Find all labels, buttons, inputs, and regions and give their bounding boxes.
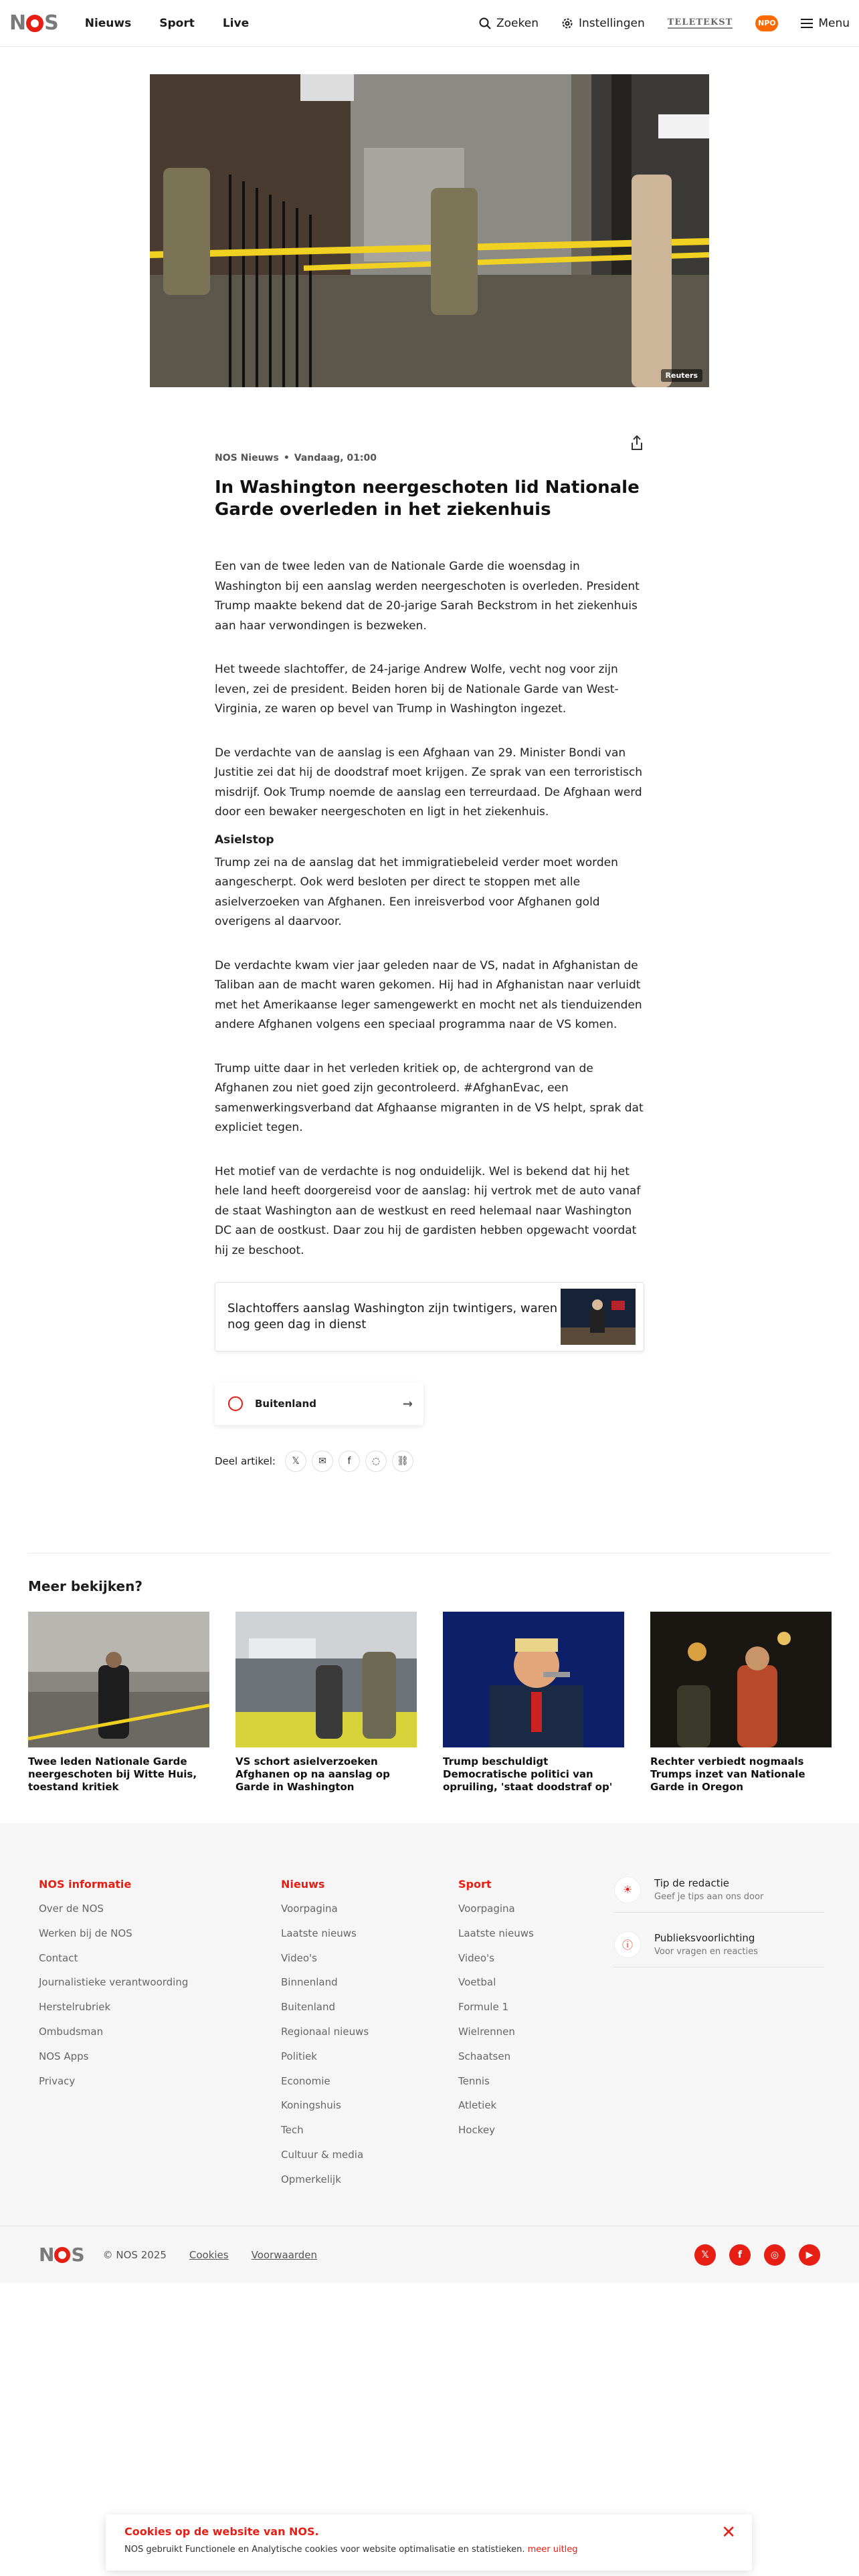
settings-button[interactable] bbox=[561, 17, 645, 30]
nav-nieuws[interactable]: Nieuws bbox=[84, 16, 132, 30]
article-body bbox=[215, 557, 644, 1261]
article-title: In Washington neergeschoten lid Nationale Garde overleden in het ziekenhuis bbox=[215, 477, 640, 520]
footer-link[interactable]: Opmerkelijk bbox=[281, 2173, 341, 2185]
cookie-more-link[interactable]: meer uitleg bbox=[527, 2545, 578, 2555]
instagram-icon[interactable]: ◎ bbox=[764, 2244, 785, 2266]
card-image bbox=[28, 1612, 209, 1747]
footer-link[interactable]: Video's bbox=[458, 1951, 494, 1964]
email-share-icon[interactable]: ✉ bbox=[312, 1451, 333, 1472]
globe-icon bbox=[228, 1396, 243, 1411]
cookie-text-row bbox=[124, 2545, 733, 2555]
search-icon bbox=[479, 17, 491, 29]
hamburger-icon bbox=[801, 19, 813, 28]
article bbox=[215, 435, 644, 1472]
footer-link[interactable]: Privacy bbox=[39, 2074, 76, 2087]
cookie-text: NOS gebruikt Functionele en Analytische cookies voor website optimalisatie en statistieken. bbox=[124, 2545, 525, 2555]
footer-link[interactable]: Werken bij de NOS bbox=[39, 1927, 132, 1939]
footer-link[interactable]: Hockey bbox=[458, 2124, 495, 2137]
footer-link[interactable]: Koningshuis bbox=[281, 2099, 341, 2112]
gear-icon bbox=[561, 17, 573, 29]
related-article-title: Slachtoffers aanslag Washington zijn twintigers, waren nog geen dag in dienst bbox=[227, 1301, 558, 1331]
paragraph: De verdachte van de aanslag is een Afghaan van 29. Minister Bondi van Justitie zei dat hij de doodstraf moet krijgen. Ze sprak van een terroristisch misdrijf. Ook Trump noemde de aanslag een terreurdaad. De Afghaan werd door een bewaker neergeschoten en ligt in het ziekenhuis. bbox=[215, 746, 642, 819]
share-icon[interactable] bbox=[630, 435, 644, 451]
card-title: VS schort asielverzoeken Afghanen op na aanslag op Garde in Washington bbox=[235, 1755, 390, 1793]
info-icon: ⓘ bbox=[614, 1931, 641, 1958]
footer-link[interactable]: Binnenland bbox=[281, 1976, 338, 1989]
site-header bbox=[0, 0, 859, 47]
menu-label: Menu bbox=[818, 16, 850, 30]
more-card[interactable] bbox=[650, 1612, 832, 1794]
related-article-image bbox=[561, 1289, 636, 1345]
footer-col-sport bbox=[458, 1878, 534, 2149]
footer-bottom bbox=[0, 2226, 859, 2283]
footer-link[interactable]: Economie bbox=[281, 2074, 330, 2087]
footer-col-nieuws bbox=[281, 1878, 369, 2198]
cookie-title: Cookies op de website van NOS. bbox=[124, 2525, 319, 2538]
card-title: Rechter verbiedt nogmaals Trumps inzet van Nationale Garde in Oregon bbox=[650, 1755, 805, 1793]
hero-image bbox=[150, 74, 709, 387]
card-title: Twee leden Nationale Garde neergeschoten bij Witte Huis, toestand kritiek bbox=[28, 1755, 197, 1793]
nav-sport[interactable]: Sport bbox=[159, 16, 195, 30]
card-title: Trump beschuldigt Democratische politici van opruiling, 'staat doodstraf op' bbox=[443, 1755, 613, 1793]
footer-link[interactable]: Formule 1 bbox=[458, 2001, 508, 2014]
photo-credit: Reuters bbox=[661, 369, 702, 382]
cookie-banner bbox=[106, 2514, 752, 2571]
share-row bbox=[215, 1451, 644, 1472]
footer-col-info bbox=[39, 1878, 188, 2099]
footer-link[interactable]: Wielrennen bbox=[458, 2025, 515, 2038]
paragraph: Het motief van de verdachte is nog onduidelijk. Wel is bekend dat hij het hele land heeft doorgereisd voor de aanslag: hij vertrok met de auto vanaf de staat Washington aan de westkust en reed helemaal naar Washington DC aan de oostkust. Daar zou hij de gardisten hebben opgewacht voordat hij ze beschoot. bbox=[215, 1164, 641, 1257]
close-icon[interactable]: ✕ bbox=[721, 2523, 736, 2543]
footer-link[interactable]: Voetbal bbox=[458, 1976, 496, 1989]
paragraph: Trump uitte daar in het verleden kritiek op, de achtergrond van de Afghanen zou niet goed zijn gecontroleerd. #AfghanEvac, een samenwerkingsverband dat Afghaanse migranten in de VS helpt, sprak dat expliciet tegen. bbox=[215, 1061, 644, 1134]
more-card[interactable] bbox=[443, 1612, 624, 1794]
footer-link[interactable]: Contact bbox=[39, 1951, 78, 1964]
footer-link[interactable]: Regionaal nieuws bbox=[281, 2025, 369, 2038]
footer bbox=[0, 1823, 859, 2283]
footer-link[interactable]: Over de NOS bbox=[39, 1903, 104, 1915]
publiek-sub: Voor vragen en reacties bbox=[654, 1947, 758, 1957]
cookies-link[interactable]: Cookies bbox=[189, 2248, 229, 2261]
tip-title: Tip de redactie bbox=[654, 1877, 729, 1889]
article-date: Vandaag, 01:00 bbox=[294, 453, 377, 463]
paragraph: Het tweede slachtoffer, de 24-jarige Andrew Wolfe, vecht nog voor zijn leven, zei de president. Beiden horen bij de Nationale Garde van West-Virginia, ze waren op bevel van Trump in Washington ingezet. bbox=[215, 663, 619, 716]
settings-label: Instellingen bbox=[578, 16, 645, 30]
search-button[interactable] bbox=[479, 17, 539, 30]
footer-link[interactable]: Cultuur & media bbox=[281, 2148, 364, 2161]
footer-link[interactable]: NOS Apps bbox=[39, 2050, 89, 2062]
tag-buitenland[interactable] bbox=[215, 1382, 423, 1425]
footer-link[interactable]: Schaatsen bbox=[458, 2050, 511, 2062]
x-icon[interactable]: 𝕏 bbox=[694, 2244, 716, 2266]
card-image bbox=[443, 1612, 624, 1747]
footer-link[interactable]: Voorpagina bbox=[281, 1903, 338, 1915]
more-cards bbox=[28, 1612, 832, 1794]
arrow-right-icon: → bbox=[402, 1396, 413, 1411]
paragraph: De verdachte kwam vier jaar geleden naar de VS, nadat in Afghanistan de Taliban aan de macht waren gekomen. Hij had in Afghanistan naar verluidt met het Amerikaanse leger samengewerkt en mocht net als tienduizenden andere Afghanen volgens een speciaal programma naar de VS komen. bbox=[215, 958, 642, 1031]
publieksvoorlichting-card[interactable] bbox=[614, 1922, 824, 1967]
paragraph: Trump zei na de aanslag dat het immigratiebeleid verder moet worden aangescherpt. Ook werd besloten per direct te stoppen met alle asielverzoeken van Afghanen. Een inreisverbod voor Afghanen gold overigens al daarvoor. bbox=[215, 855, 618, 928]
npo-logo[interactable]: NPO bbox=[755, 15, 778, 31]
footer-link[interactable]: Tech bbox=[281, 2124, 304, 2137]
whatsapp-share-icon[interactable]: ◌ bbox=[365, 1451, 387, 1472]
paragraph: Een van de twee leden van de Nationale Garde die woensdag in Washington bij een aanslag werden neergeschoten is overleden. President Trump maakte bekend dat de 20-jarige Sarah Beckstrom in het ziekenhuis aan haar verwondingen is bezweken. bbox=[215, 560, 640, 633]
menu-button[interactable] bbox=[801, 17, 850, 30]
footer-link[interactable]: Tennis bbox=[458, 2074, 490, 2087]
footer-link[interactable]: Laatste nieuws bbox=[458, 1927, 534, 1939]
terms-link[interactable]: Voorwaarden bbox=[251, 2248, 318, 2261]
related-article-card[interactable] bbox=[215, 1282, 644, 1352]
facebook-icon[interactable]: f bbox=[729, 2244, 751, 2266]
facebook-share-icon[interactable]: f bbox=[339, 1451, 360, 1472]
more-title: Meer bekijken? bbox=[28, 1578, 142, 1594]
footer-link[interactable]: Video's bbox=[281, 1951, 317, 1964]
teletekst-link[interactable]: TELETEKST bbox=[667, 17, 733, 27]
footer-link[interactable]: Atletiek bbox=[458, 2099, 497, 2112]
footer-link[interactable]: Voorpagina bbox=[458, 1903, 515, 1915]
tip-redactie-card[interactable] bbox=[614, 1867, 824, 1913]
nos-logo[interactable]: N S bbox=[9, 11, 58, 35]
more-card[interactable] bbox=[235, 1612, 417, 1794]
more-card[interactable] bbox=[28, 1612, 209, 1794]
publiek-title: Publieksvoorlichting bbox=[654, 1932, 755, 1944]
youtube-icon[interactable]: ▶ bbox=[799, 2244, 820, 2266]
footer-col-title: Nieuws bbox=[281, 1878, 325, 1891]
social-links bbox=[694, 2244, 820, 2266]
nav-live[interactable]: Live bbox=[222, 16, 250, 30]
article-meta: NOS Nieuws • Vandaag, 01:00 bbox=[215, 453, 377, 463]
article-source[interactable]: NOS Nieuws bbox=[215, 453, 279, 463]
footer-link[interactable]: Herstelrubriek bbox=[39, 2001, 111, 2014]
card-image bbox=[650, 1612, 832, 1747]
footer-link[interactable]: Laatste nieuws bbox=[281, 1927, 357, 1939]
footer-logo[interactable]: N S bbox=[39, 2244, 84, 2266]
footer-link[interactable]: Buitenland bbox=[281, 2001, 335, 2014]
tag-label: Buitenland bbox=[255, 1398, 316, 1410]
subheading: Asielstop bbox=[215, 833, 274, 847]
copyright: © NOS 2025 bbox=[102, 2248, 167, 2261]
lightbulb-icon: ☀ bbox=[614, 1876, 641, 1903]
link-share-icon[interactable]: ⛓ bbox=[392, 1451, 413, 1472]
footer-link[interactable]: Politiek bbox=[281, 2050, 317, 2062]
footer-link[interactable]: Journalistieke verantwoording bbox=[39, 1976, 189, 1989]
search-label: Zoeken bbox=[496, 16, 539, 30]
share-label: Deel artikel: bbox=[215, 1455, 276, 1467]
footer-link[interactable]: Ombudsman bbox=[39, 2025, 104, 2038]
footer-col-title: Sport bbox=[458, 1878, 492, 1891]
tip-sub: Geef je tips aan ons door bbox=[654, 1892, 764, 1902]
x-share-icon[interactable]: 𝕏 bbox=[285, 1451, 306, 1472]
footer-col-title: NOS informatie bbox=[39, 1878, 132, 1891]
card-image bbox=[235, 1612, 417, 1747]
